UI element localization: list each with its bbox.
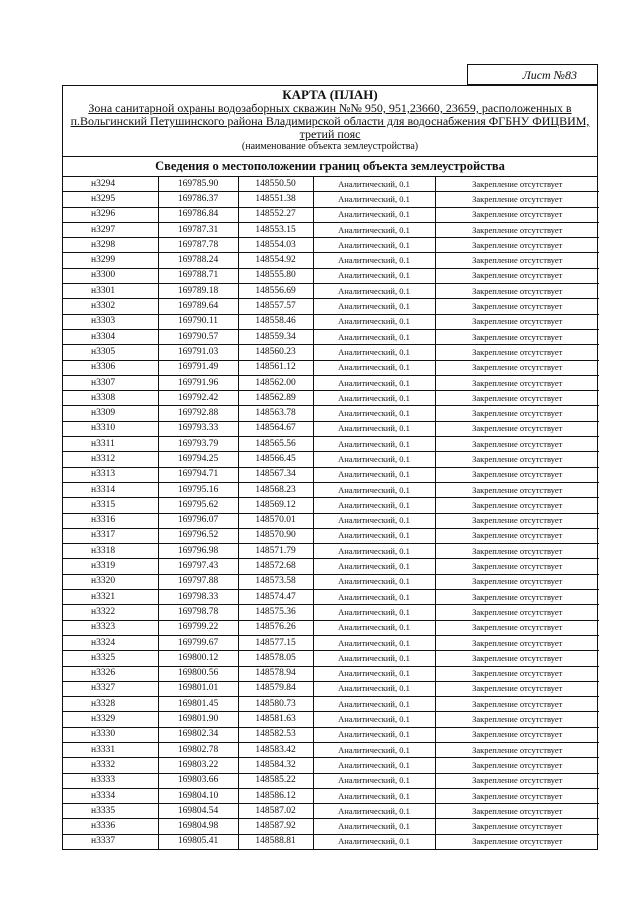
y-cell: 148554.92 <box>238 253 313 268</box>
table-row <box>63 559 599 574</box>
y-cell: 148554.03 <box>238 238 313 253</box>
fixing-cell: Закрепление отсутствует <box>435 635 599 650</box>
fixing-cell: Закрепление отсутствует <box>435 253 599 268</box>
point-cell: н3308 <box>63 391 158 406</box>
table-row <box>63 406 599 421</box>
point-cell: н3311 <box>63 437 158 452</box>
table-row <box>63 452 599 467</box>
table-row <box>63 177 599 192</box>
method-cell: Аналитический, 0.1 <box>313 391 435 406</box>
fixing-cell: Закрепление отсутствует <box>435 559 599 574</box>
fixing-cell: Закрепление отсутствует <box>435 804 599 819</box>
x-cell: 169803.22 <box>158 758 238 773</box>
point-cell: н3303 <box>63 314 158 329</box>
table-row <box>63 329 599 344</box>
subject-line-2: п.Вольгинский Петушинского района Владимирской области для водоснабжения ФГБНУ ФИЦВИМ, <box>70 114 590 128</box>
fixing-cell: Закрепление отсутствует <box>435 788 599 803</box>
x-cell: 169791.96 <box>158 375 238 390</box>
method-cell: Аналитический, 0.1 <box>313 742 435 757</box>
table-row <box>63 590 599 605</box>
table-row <box>63 391 599 406</box>
x-cell: 169794.71 <box>158 467 238 482</box>
method-cell: Аналитический, 0.1 <box>313 528 435 543</box>
table-row <box>63 375 599 390</box>
y-cell: 148570.90 <box>238 528 313 543</box>
x-cell: 169793.79 <box>158 437 238 452</box>
fixing-cell: Закрепление отсутствует <box>435 238 599 253</box>
point-cell: н3300 <box>63 268 158 283</box>
y-cell: 148584.32 <box>238 758 313 773</box>
y-cell: 148552.27 <box>238 207 313 222</box>
method-cell: Аналитический, 0.1 <box>313 375 435 390</box>
x-cell: 169786.37 <box>158 192 238 207</box>
table-row <box>63 666 599 681</box>
y-cell: 148550.50 <box>238 177 313 192</box>
point-cell: н3325 <box>63 651 158 666</box>
y-cell: 148565.56 <box>238 437 313 452</box>
fixing-cell: Закрепление отсутствует <box>435 314 599 329</box>
fixing-cell: Закрепление отсутствует <box>435 544 599 559</box>
x-cell: 169786.84 <box>158 207 238 222</box>
subject-line-3: третий пояс <box>299 127 361 141</box>
method-cell: Аналитический, 0.1 <box>313 605 435 620</box>
point-cell: н3317 <box>63 528 158 543</box>
x-cell: 169801.90 <box>158 712 238 727</box>
point-cell: н3302 <box>63 299 158 314</box>
fixing-cell: Закрепление отсутствует <box>435 177 599 192</box>
x-cell: 169800.56 <box>158 666 238 681</box>
coordinates-table-body <box>63 177 599 849</box>
table-row <box>63 345 599 360</box>
y-cell: 148563.78 <box>238 406 313 421</box>
y-cell: 148564.67 <box>238 421 313 436</box>
fixing-cell: Закрепление отсутствует <box>435 513 599 528</box>
fixing-cell: Закрепление отсутствует <box>435 819 599 834</box>
table-row <box>63 222 599 237</box>
method-cell: Аналитический, 0.1 <box>313 712 435 727</box>
table-row <box>63 788 599 803</box>
x-cell: 169802.78 <box>158 742 238 757</box>
x-cell: 169798.33 <box>158 590 238 605</box>
x-cell: 169795.62 <box>158 498 238 513</box>
y-cell: 148578.05 <box>238 651 313 666</box>
fixing-cell: Закрепление отсутствует <box>435 727 599 742</box>
point-cell: н3309 <box>63 406 158 421</box>
x-cell: 169795.16 <box>158 482 238 497</box>
method-cell: Аналитический, 0.1 <box>313 635 435 650</box>
point-cell: н3304 <box>63 329 158 344</box>
point-cell: н3337 <box>63 834 158 849</box>
x-cell: 169804.54 <box>158 804 238 819</box>
y-cell: 148580.73 <box>238 697 313 712</box>
method-cell: Аналитический, 0.1 <box>313 559 435 574</box>
x-cell: 169791.03 <box>158 345 238 360</box>
method-cell: Аналитический, 0.1 <box>313 819 435 834</box>
table-row <box>63 635 599 650</box>
method-cell: Аналитический, 0.1 <box>313 222 435 237</box>
fixing-cell: Закрепление отсутствует <box>435 834 599 849</box>
method-cell: Аналитический, 0.1 <box>313 727 435 742</box>
point-cell: н3299 <box>63 253 158 268</box>
x-cell: 169797.43 <box>158 559 238 574</box>
x-cell: 169802.34 <box>158 727 238 742</box>
table-row <box>63 773 599 788</box>
x-cell: 169799.22 <box>158 620 238 635</box>
table-row <box>63 482 599 497</box>
fixing-cell: Закрепление отсутствует <box>435 758 599 773</box>
fixing-cell: Закрепление отсутствует <box>435 268 599 283</box>
point-cell: н3332 <box>63 758 158 773</box>
method-cell: Аналитический, 0.1 <box>313 620 435 635</box>
table-row <box>63 605 599 620</box>
point-cell: н3329 <box>63 712 158 727</box>
method-cell: Аналитический, 0.1 <box>313 498 435 513</box>
x-cell: 169788.24 <box>158 253 238 268</box>
method-cell: Аналитический, 0.1 <box>313 834 435 849</box>
point-cell: н3294 <box>63 177 158 192</box>
method-cell: Аналитический, 0.1 <box>313 482 435 497</box>
x-cell: 169796.98 <box>158 544 238 559</box>
method-cell: Аналитический, 0.1 <box>313 544 435 559</box>
table-row <box>63 804 599 819</box>
table-row <box>63 467 599 482</box>
y-cell: 148577.15 <box>238 635 313 650</box>
fixing-cell: Закрепление отсутствует <box>435 605 599 620</box>
y-cell: 148588.81 <box>238 834 313 849</box>
table-row <box>63 360 599 375</box>
point-cell: н3314 <box>63 482 158 497</box>
fixing-cell: Закрепление отсутствует <box>435 345 599 360</box>
fixing-cell: Закрепление отсутствует <box>435 666 599 681</box>
x-cell: 169793.33 <box>158 421 238 436</box>
document-title: КАРТА (ПЛАН) <box>282 87 378 102</box>
point-cell: н3328 <box>63 697 158 712</box>
sheet-number: Лист №83 <box>467 64 598 85</box>
fixing-cell: Закрепление отсутствует <box>435 467 599 482</box>
point-cell: н3315 <box>63 498 158 513</box>
fixing-cell: Закрепление отсутствует <box>435 207 599 222</box>
fixing-cell: Закрепление отсутствует <box>435 222 599 237</box>
method-cell: Аналитический, 0.1 <box>313 788 435 803</box>
fixing-cell: Закрепление отсутствует <box>435 375 599 390</box>
table-row <box>63 238 599 253</box>
table-row <box>63 712 599 727</box>
table-row <box>63 421 599 436</box>
x-cell: 169794.25 <box>158 452 238 467</box>
x-cell: 169789.64 <box>158 299 238 314</box>
subject-note: (наименование объекта землеустройства) <box>241 141 419 152</box>
x-cell: 169804.98 <box>158 819 238 834</box>
point-cell: н3334 <box>63 788 158 803</box>
table-row <box>63 620 599 635</box>
point-cell: н3336 <box>63 819 158 834</box>
x-cell: 169790.57 <box>158 329 238 344</box>
y-cell: 148576.26 <box>238 620 313 635</box>
x-cell: 169790.11 <box>158 314 238 329</box>
method-cell: Аналитический, 0.1 <box>313 284 435 299</box>
point-cell: н3305 <box>63 345 158 360</box>
y-cell: 148566.45 <box>238 452 313 467</box>
point-cell: н3327 <box>63 681 158 696</box>
fixing-cell: Закрепление отсутствует <box>435 284 599 299</box>
y-cell: 148556.69 <box>238 284 313 299</box>
y-cell: 148557.57 <box>238 299 313 314</box>
y-cell: 148558.46 <box>238 314 313 329</box>
method-cell: Аналитический, 0.1 <box>313 590 435 605</box>
point-cell: н3335 <box>63 804 158 819</box>
document-header <box>63 86 597 157</box>
point-cell: н3297 <box>63 222 158 237</box>
y-cell: 148587.02 <box>238 804 313 819</box>
document-frame <box>62 85 598 850</box>
x-cell: 169792.42 <box>158 391 238 406</box>
point-cell: н3306 <box>63 360 158 375</box>
table-row <box>63 207 599 222</box>
y-cell: 148567.34 <box>238 467 313 482</box>
table-row <box>63 299 599 314</box>
table-row <box>63 834 599 849</box>
fixing-cell: Закрепление отсутствует <box>435 437 599 452</box>
point-cell: н3298 <box>63 238 158 253</box>
x-cell: 169796.52 <box>158 528 238 543</box>
y-cell: 148581.63 <box>238 712 313 727</box>
fixing-cell: Закрепление отсутствует <box>435 651 599 666</box>
point-cell: н3333 <box>63 773 158 788</box>
method-cell: Аналитический, 0.1 <box>313 192 435 207</box>
point-cell: н3301 <box>63 284 158 299</box>
x-cell: 169796.07 <box>158 513 238 528</box>
y-cell: 148582.53 <box>238 727 313 742</box>
y-cell: 148561.12 <box>238 360 313 375</box>
method-cell: Аналитический, 0.1 <box>313 666 435 681</box>
fixing-cell: Закрепление отсутствует <box>435 712 599 727</box>
method-cell: Аналитический, 0.1 <box>313 467 435 482</box>
fixing-cell: Закрепление отсутствует <box>435 620 599 635</box>
y-cell: 148571.79 <box>238 544 313 559</box>
point-cell: н3313 <box>63 467 158 482</box>
table-row <box>63 192 599 207</box>
table-row <box>63 498 599 513</box>
point-cell: н3296 <box>63 207 158 222</box>
point-cell: н3312 <box>63 452 158 467</box>
x-cell: 169801.01 <box>158 681 238 696</box>
table-row <box>63 742 599 757</box>
point-cell: н3310 <box>63 421 158 436</box>
table-row <box>63 513 599 528</box>
point-cell: н3321 <box>63 590 158 605</box>
y-cell: 148574.47 <box>238 590 313 605</box>
table-row <box>63 727 599 742</box>
table-row <box>63 574 599 589</box>
fixing-cell: Закрепление отсутствует <box>435 498 599 513</box>
y-cell: 148583.42 <box>238 742 313 757</box>
table-row <box>63 651 599 666</box>
table-row <box>63 253 599 268</box>
point-cell: н3319 <box>63 559 158 574</box>
x-cell: 169787.31 <box>158 222 238 237</box>
method-cell: Аналитический, 0.1 <box>313 697 435 712</box>
x-cell: 169785.90 <box>158 177 238 192</box>
point-cell: н3322 <box>63 605 158 620</box>
table-row <box>63 697 599 712</box>
fixing-cell: Закрепление отсутствует <box>435 452 599 467</box>
method-cell: Аналитический, 0.1 <box>313 329 435 344</box>
method-cell: Аналитический, 0.1 <box>313 299 435 314</box>
method-cell: Аналитический, 0.1 <box>313 421 435 436</box>
method-cell: Аналитический, 0.1 <box>313 681 435 696</box>
table-row <box>63 268 599 283</box>
x-cell: 169803.66 <box>158 773 238 788</box>
fixing-cell: Закрепление отсутствует <box>435 391 599 406</box>
method-cell: Аналитический, 0.1 <box>313 513 435 528</box>
table-row <box>63 314 599 329</box>
y-cell: 148586.12 <box>238 788 313 803</box>
y-cell: 148562.00 <box>238 375 313 390</box>
method-cell: Аналитический, 0.1 <box>313 345 435 360</box>
point-cell: н3320 <box>63 574 158 589</box>
y-cell: 148568.23 <box>238 482 313 497</box>
x-cell: 169799.67 <box>158 635 238 650</box>
fixing-cell: Закрепление отсутствует <box>435 299 599 314</box>
section-title: Сведения о местоположении границ объекта землеустройства <box>63 157 597 177</box>
table-row <box>63 437 599 452</box>
point-cell: н3295 <box>63 192 158 207</box>
y-cell: 148578.94 <box>238 666 313 681</box>
fixing-cell: Закрепление отсутствует <box>435 192 599 207</box>
table-row <box>63 528 599 543</box>
method-cell: Аналитический, 0.1 <box>313 651 435 666</box>
y-cell: 148559.34 <box>238 329 313 344</box>
y-cell: 148579.84 <box>238 681 313 696</box>
point-cell: н3331 <box>63 742 158 757</box>
method-cell: Аналитический, 0.1 <box>313 268 435 283</box>
subject-line-1: Зона санитарной охраны водозаборных скважин №№ 950, 951,23660, 23659, расположенных в <box>88 101 572 115</box>
fixing-cell: Закрепление отсутствует <box>435 773 599 788</box>
table-row <box>63 284 599 299</box>
point-cell: н3326 <box>63 666 158 681</box>
method-cell: Аналитический, 0.1 <box>313 314 435 329</box>
point-cell: н3324 <box>63 635 158 650</box>
y-cell: 148585.22 <box>238 773 313 788</box>
x-cell: 169789.18 <box>158 284 238 299</box>
x-cell: 169791.49 <box>158 360 238 375</box>
fixing-cell: Закрепление отсутствует <box>435 574 599 589</box>
method-cell: Аналитический, 0.1 <box>313 207 435 222</box>
y-cell: 148569.12 <box>238 498 313 513</box>
point-cell: н3323 <box>63 620 158 635</box>
y-cell: 148553.15 <box>238 222 313 237</box>
method-cell: Аналитический, 0.1 <box>313 406 435 421</box>
y-cell: 148587.92 <box>238 819 313 834</box>
y-cell: 148573.58 <box>238 574 313 589</box>
table-row <box>63 544 599 559</box>
fixing-cell: Закрепление отсутствует <box>435 590 599 605</box>
x-cell: 169787.78 <box>158 238 238 253</box>
y-cell: 148562.89 <box>238 391 313 406</box>
x-cell: 169797.88 <box>158 574 238 589</box>
fixing-cell: Закрепление отсутствует <box>435 482 599 497</box>
y-cell: 148555.80 <box>238 268 313 283</box>
fixing-cell: Закрепление отсутствует <box>435 406 599 421</box>
x-cell: 169801.45 <box>158 697 238 712</box>
method-cell: Аналитический, 0.1 <box>313 177 435 192</box>
x-cell: 169805.41 <box>158 834 238 849</box>
coordinates-table <box>63 177 599 849</box>
fixing-cell: Закрепление отсутствует <box>435 742 599 757</box>
x-cell: 169798.78 <box>158 605 238 620</box>
method-cell: Аналитический, 0.1 <box>313 574 435 589</box>
table-row <box>63 681 599 696</box>
y-cell: 148572.68 <box>238 559 313 574</box>
x-cell: 169792.88 <box>158 406 238 421</box>
fixing-cell: Закрепление отсутствует <box>435 329 599 344</box>
fixing-cell: Закрепление отсутствует <box>435 681 599 696</box>
point-cell: н3330 <box>63 727 158 742</box>
y-cell: 148551.38 <box>238 192 313 207</box>
fixing-cell: Закрепление отсутствует <box>435 421 599 436</box>
method-cell: Аналитический, 0.1 <box>313 437 435 452</box>
fixing-cell: Закрепление отсутствует <box>435 360 599 375</box>
method-cell: Аналитический, 0.1 <box>313 360 435 375</box>
method-cell: Аналитический, 0.1 <box>313 758 435 773</box>
y-cell: 148570.01 <box>238 513 313 528</box>
y-cell: 148575.36 <box>238 605 313 620</box>
fixing-cell: Закрепление отсутствует <box>435 697 599 712</box>
x-cell: 169788.71 <box>158 268 238 283</box>
method-cell: Аналитический, 0.1 <box>313 452 435 467</box>
method-cell: Аналитический, 0.1 <box>313 773 435 788</box>
table-row <box>63 758 599 773</box>
table-row <box>63 819 599 834</box>
method-cell: Аналитический, 0.1 <box>313 804 435 819</box>
method-cell: Аналитический, 0.1 <box>313 238 435 253</box>
method-cell: Аналитический, 0.1 <box>313 253 435 268</box>
x-cell: 169800.12 <box>158 651 238 666</box>
point-cell: н3318 <box>63 544 158 559</box>
y-cell: 148560.23 <box>238 345 313 360</box>
point-cell: н3307 <box>63 375 158 390</box>
fixing-cell: Закрепление отсутствует <box>435 528 599 543</box>
x-cell: 169804.10 <box>158 788 238 803</box>
point-cell: н3316 <box>63 513 158 528</box>
